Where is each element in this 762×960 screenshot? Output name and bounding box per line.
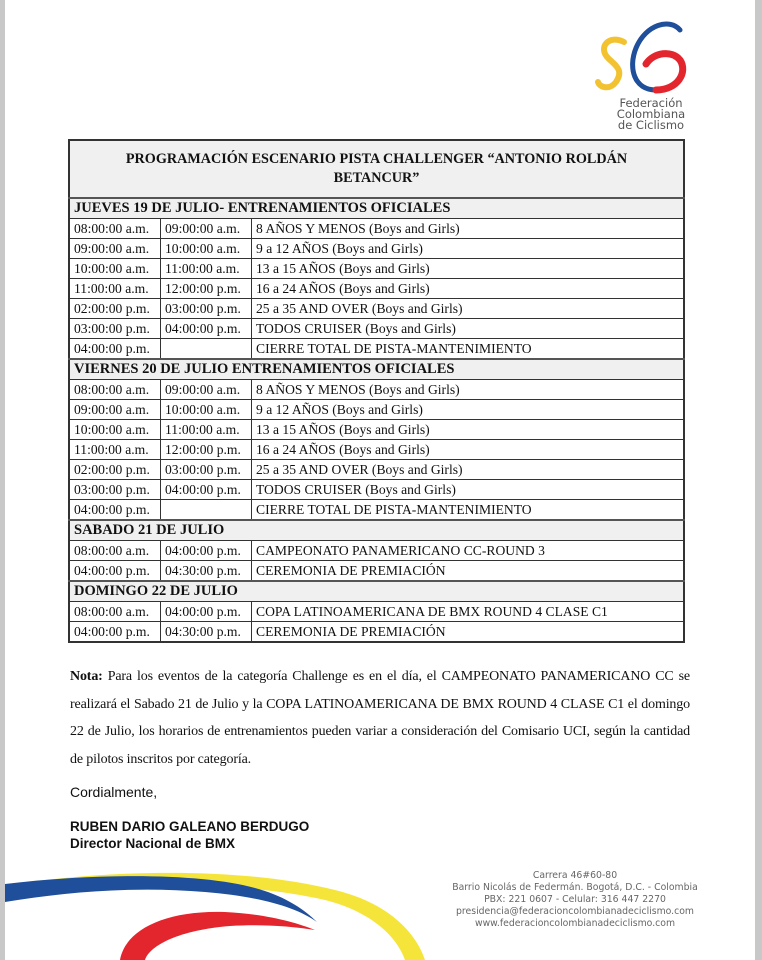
end-time-cell bbox=[161, 500, 252, 521]
note-label: Nota: bbox=[70, 669, 103, 684]
page-edge-right bbox=[755, 0, 762, 960]
logo-text bbox=[606, 98, 696, 131]
end-time-cell: 11:00:00 a.m. bbox=[161, 259, 252, 279]
section-row bbox=[69, 520, 684, 541]
activity-cell: CEREMONIA DE PREMIACIÓN bbox=[252, 561, 685, 582]
signer-name: RUBEN DARIO GALEANO BERDUGO bbox=[70, 819, 310, 834]
table-row bbox=[69, 279, 684, 299]
table-row bbox=[69, 561, 684, 582]
logo-text-line: Federación bbox=[619, 96, 683, 110]
end-time-cell: 03:00:00 p.m. bbox=[161, 299, 252, 319]
contact-email[interactable]: presidencia@federacioncolombianadeciclismo.com bbox=[455, 906, 694, 917]
start-time-cell: 11:00:00 a.m. bbox=[69, 279, 161, 299]
table-row bbox=[69, 420, 684, 440]
table-row bbox=[69, 500, 684, 521]
start-time-cell: 11:00:00 a.m. bbox=[69, 440, 161, 460]
closing-text: Cordialmente, bbox=[70, 784, 158, 800]
logo-text-line: Colombiana bbox=[616, 107, 686, 121]
start-time-cell: 03:00:00 p.m. bbox=[69, 319, 161, 339]
section-heading: JUEVES 19 DE JULIO- ENTRENAMIENTOS OFICIALES bbox=[69, 198, 684, 219]
section-row bbox=[69, 198, 684, 219]
table-row bbox=[69, 541, 684, 561]
table-row bbox=[69, 480, 684, 500]
table-row bbox=[69, 299, 684, 319]
section-row bbox=[69, 581, 684, 602]
activity-cell: 9 a 12 AÑOS (Boys and Girls) bbox=[252, 400, 685, 420]
end-time-cell: 09:00:00 a.m. bbox=[161, 219, 252, 239]
activity-cell: CAMPEONATO PANAMERICANO CC-ROUND 3 bbox=[252, 541, 685, 561]
schedule-table bbox=[68, 139, 685, 643]
end-time-cell: 11:00:00 a.m. bbox=[161, 420, 252, 440]
note-paragraph bbox=[70, 663, 690, 773]
end-time-cell: 04:00:00 p.m. bbox=[161, 602, 252, 622]
end-time-cell: 09:00:00 a.m. bbox=[161, 380, 252, 400]
table-row bbox=[69, 339, 684, 360]
activity-cell: 8 AÑOS Y MENOS (Boys and Girls) bbox=[252, 219, 685, 239]
contact-info bbox=[430, 870, 720, 930]
activity-cell: 25 a 35 AND OVER (Boys and Girls) bbox=[252, 299, 685, 319]
end-time-cell bbox=[161, 339, 252, 360]
section-heading: SABADO 21 DE JULIO bbox=[69, 520, 684, 541]
table-row bbox=[69, 259, 684, 279]
activity-cell: 9 a 12 AÑOS (Boys and Girls) bbox=[252, 239, 685, 259]
section-heading: VIERNES 20 DE JULIO ENTRENAMIENTOS OFICIALES bbox=[69, 359, 684, 380]
activity-cell: TODOS CRUISER (Boys and Girls) bbox=[252, 480, 685, 500]
section-row bbox=[69, 359, 684, 380]
contact-website[interactable]: www.federacioncolombianadeciclismo.com bbox=[474, 918, 676, 929]
table-title: PROGRAMACIÓN ESCENARIO PISTA CHALLENGER “ANTONIO ROLDÁN BETANCUR” bbox=[69, 140, 684, 198]
table-row bbox=[69, 460, 684, 480]
start-time-cell: 08:00:00 a.m. bbox=[69, 219, 161, 239]
end-time-cell: 12:00:00 p.m. bbox=[161, 279, 252, 299]
start-time-cell: 09:00:00 a.m. bbox=[69, 239, 161, 259]
start-time-cell: 10:00:00 a.m. bbox=[69, 420, 161, 440]
start-time-cell: 04:00:00 p.m. bbox=[69, 339, 161, 360]
table-row bbox=[69, 239, 684, 259]
end-time-cell: 04:30:00 p.m. bbox=[161, 561, 252, 582]
contact-phone: PBX: 221 0607 - Celular: 316 447 2270 bbox=[484, 894, 666, 905]
end-time-cell: 04:00:00 p.m. bbox=[161, 480, 252, 500]
start-time-cell: 10:00:00 a.m. bbox=[69, 259, 161, 279]
end-time-cell: 04:00:00 p.m. bbox=[161, 541, 252, 561]
table-row bbox=[69, 622, 684, 643]
signature-block bbox=[70, 818, 309, 852]
end-time-cell: 03:00:00 p.m. bbox=[161, 460, 252, 480]
end-time-cell: 04:00:00 p.m. bbox=[161, 319, 252, 339]
fcc-56-logo-icon bbox=[594, 18, 694, 98]
note-text: Para los eventos de la categoría Challenge es en el día, el CAMPEONATO PANAMERICANO CC se realizará el Sabado 21 de Julio y la COPA LATINOAMERICANA DE BMX ROUND 4 CLASE C1 el domingo 22 de Julio, los horarios de entrenamientos pueden variar a consideración del Comisario UCI, según la cantidad de pilotos inscritos por categoría. bbox=[70, 669, 690, 767]
table-row bbox=[69, 602, 684, 622]
flag-swoosh-icon bbox=[5, 870, 425, 960]
title-row bbox=[69, 140, 684, 198]
activity-cell: 25 a 35 AND OVER (Boys and Girls) bbox=[252, 460, 685, 480]
table-row bbox=[69, 219, 684, 239]
page-edge-left bbox=[0, 0, 5, 960]
section-heading: DOMINGO 22 DE JULIO bbox=[69, 581, 684, 602]
start-time-cell: 02:00:00 p.m. bbox=[69, 460, 161, 480]
start-time-cell: 04:00:00 p.m. bbox=[69, 561, 161, 582]
activity-cell: 13 a 15 AÑOS (Boys and Girls) bbox=[252, 259, 685, 279]
end-time-cell: 10:00:00 a.m. bbox=[161, 400, 252, 420]
end-time-cell: 10:00:00 a.m. bbox=[161, 239, 252, 259]
table-row bbox=[69, 319, 684, 339]
activity-cell: 13 a 15 AÑOS (Boys and Girls) bbox=[252, 420, 685, 440]
activity-cell: TODOS CRUISER (Boys and Girls) bbox=[252, 319, 685, 339]
contact-neighborhood: Barrio Nicolás de Federmán. Bogotá, D.C. - Colombia bbox=[452, 882, 698, 893]
start-time-cell: 03:00:00 p.m. bbox=[69, 480, 161, 500]
table-row bbox=[69, 380, 684, 400]
start-time-cell: 08:00:00 a.m. bbox=[69, 541, 161, 561]
signer-title: Director Nacional de BMX bbox=[70, 836, 236, 851]
federation-logo bbox=[594, 18, 694, 133]
end-time-cell: 12:00:00 p.m. bbox=[161, 440, 252, 460]
contact-address: Carrera 46#60-80 bbox=[532, 870, 618, 881]
table-row bbox=[69, 440, 684, 460]
start-time-cell: 04:00:00 p.m. bbox=[69, 500, 161, 521]
start-time-cell: 02:00:00 p.m. bbox=[69, 299, 161, 319]
activity-cell: 16 a 24 AÑOS (Boys and Girls) bbox=[252, 279, 685, 299]
end-time-cell: 04:30:00 p.m. bbox=[161, 622, 252, 643]
activity-cell: CEREMONIA DE PREMIACIÓN bbox=[252, 622, 685, 643]
start-time-cell: 08:00:00 a.m. bbox=[69, 380, 161, 400]
activity-cell: COPA LATINOAMERICANA DE BMX ROUND 4 CLASE C1 bbox=[252, 602, 685, 622]
activity-cell: CIERRE TOTAL DE PISTA-MANTENIMIENTO bbox=[252, 339, 685, 360]
logo-text-line: de Ciclismo bbox=[617, 118, 685, 132]
start-time-cell: 04:00:00 p.m. bbox=[69, 622, 161, 643]
activity-cell: 16 a 24 AÑOS (Boys and Girls) bbox=[252, 440, 685, 460]
activity-cell: CIERRE TOTAL DE PISTA-MANTENIMIENTO bbox=[252, 500, 685, 521]
start-time-cell: 09:00:00 a.m. bbox=[69, 400, 161, 420]
start-time-cell: 08:00:00 a.m. bbox=[69, 602, 161, 622]
activity-cell: 8 AÑOS Y MENOS (Boys and Girls) bbox=[252, 380, 685, 400]
table-row bbox=[69, 400, 684, 420]
